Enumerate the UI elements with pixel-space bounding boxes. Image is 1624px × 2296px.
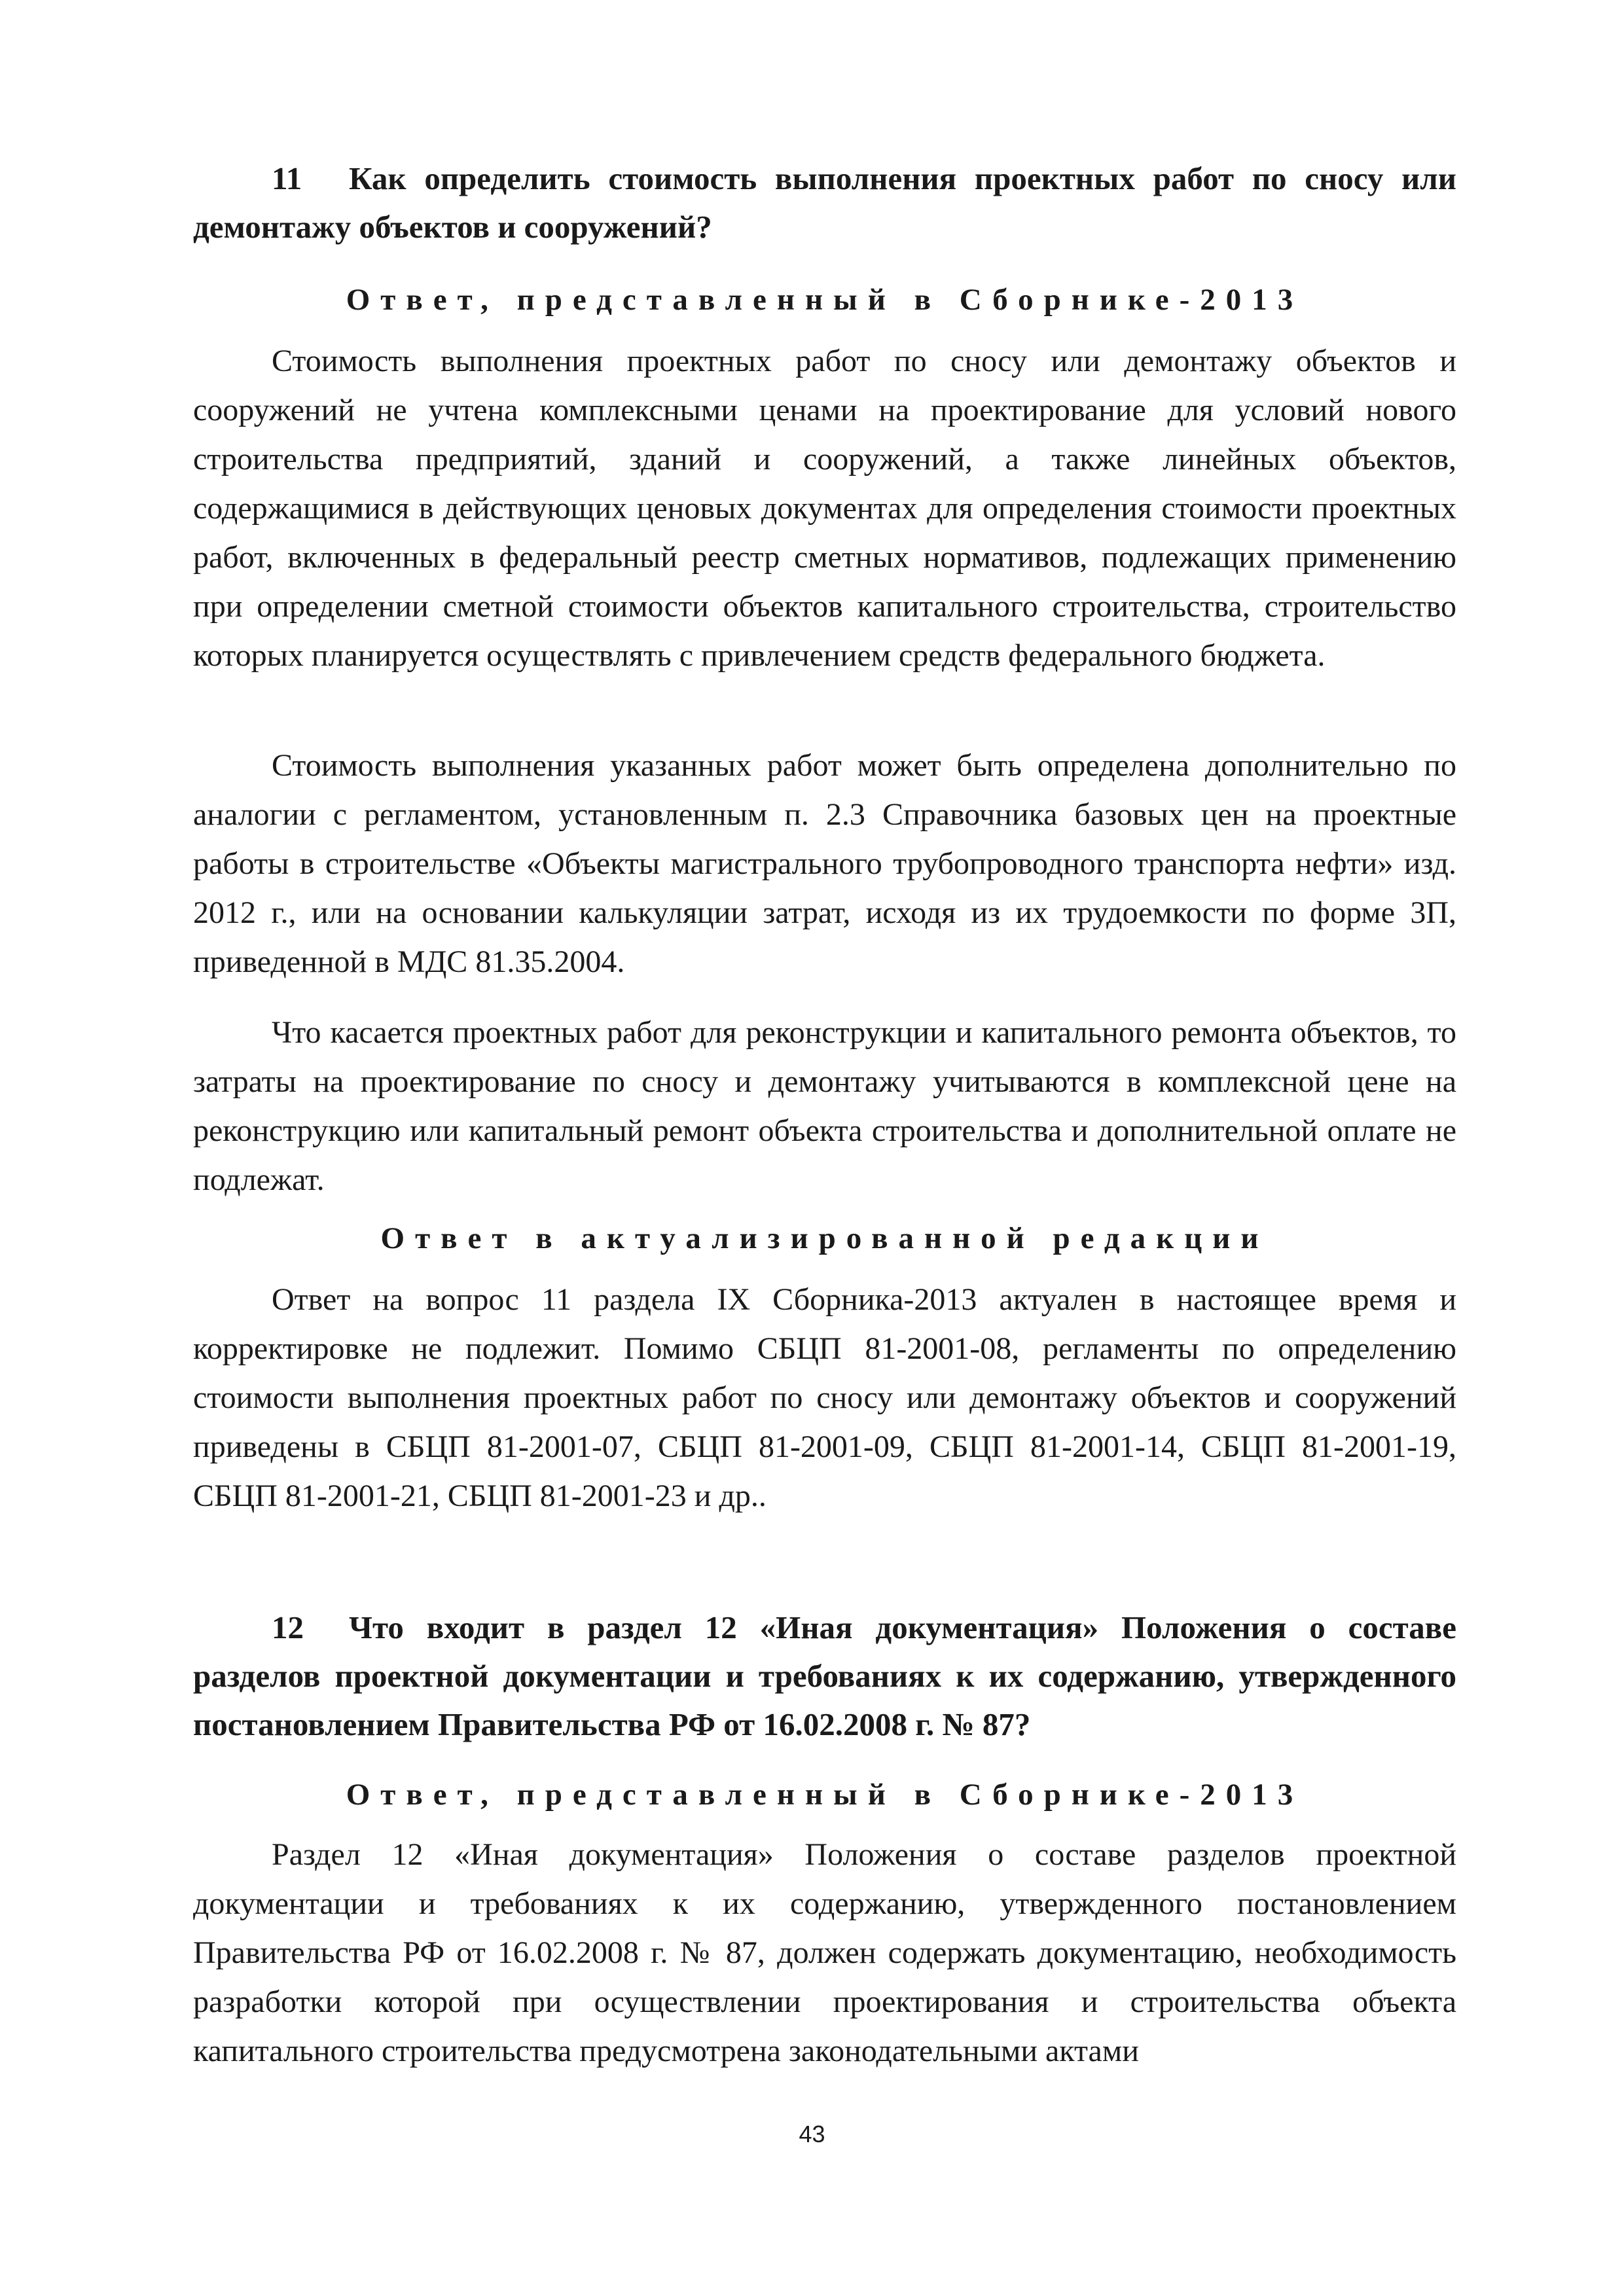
q11-answer-2013-paragraph-2: Стоимость выполнения указанных работ может быть определена дополнительно по аналогии с регламентом, установленным п. 2.3 Справочника базовых цен на проектные работы в строительстве «Объекты магистрального трубопроводного транспорта нефти» изд. 2012 г., или на основании калькуляции затрат, исходя из их трудоемкости по форме 3П, приведенной в МДС 81.35.2004. (193, 748, 1456, 979)
question-12-number: 12 (272, 1609, 304, 1645)
q11-answer-2013-paragraph-3: Что касается проектных работ для реконструкции и капитального ремонта объектов, то затраты на проектирование по сносу и демонтажу учитываются в комплексной цене на реконструкцию или капитальный ремонт объекта строительства и дополнительной оплате не подлежат. (193, 1015, 1456, 1197)
q11-answer-updated-paragraph-1: Ответ на вопрос 11 раздела IX Сборника-2013 актуален в настоящее время и корректировке не подлежит. Помимо СБЦП 81-2001-08, регламенты по определению стоимости выполнения проектных работ по сносу или демонтажу объектов и сооружений приведены в СБЦП 81-2001-07, СБЦП 81-2001-09, СБЦП 81-2001-14, СБЦП 81-2001-19, СБЦП 81-2001-21, СБЦП 81-2001-23 и др.. (193, 1282, 1456, 1513)
question-11-number: 11 (272, 160, 302, 196)
answer-updated-heading-q11: Ответ в актуализированной редакции (380, 1221, 1269, 1255)
question-12-title: Что входит в раздел 12 «Иная документация» Положения о составе разделов проектной документации и требованиях к их содержанию, утвержденного постановлением Правительства РФ от 16.02.2008 г. № 87? (193, 1609, 1456, 1742)
question-11-heading (193, 154, 1456, 251)
q11-answer-2013-paragraph-1: Стоимость выполнения проектных работ по сносу или демонтажу объектов и сооружений не учтена комплексными ценами на проектирование для условий нового строительства предприятий, зданий и сооружений, а также линейных объектов, содержащимися в действующих ценовых документах для определения стоимости проектных работ, включенных в федеральный реестр сметных нормативов, подлежащих применению при определении сметной стоимости объектов капитального строительства, строительство которых планируется осуществлять с привлечением средств федерального бюджета. (193, 344, 1456, 673)
answer-2013-heading-q12: Ответ, представленный в Сборнике-2013 (346, 1778, 1304, 1812)
q12-answer-2013-paragraph-1: Раздел 12 «Иная документация» Положения о составе разделов проектной документации и требованиях к их содержанию, утвержденного постановлением Правительства РФ от 16.02.2008 г. № 87, должен содержать документацию, необходимость разработки которой при осуществлении проектирования и строительства объекта капитального строительства предусмотрена законодательными актами (193, 1837, 1456, 2068)
answer-2013-heading-q11: Ответ, представленный в Сборнике-2013 (346, 283, 1304, 317)
question-11-title: Как определить стоимость выполнения проектных работ по сносу или демонтажу объектов и сооружений? (193, 160, 1456, 245)
question-12-heading (193, 1604, 1456, 1749)
page-number: 43 (799, 2121, 825, 2147)
